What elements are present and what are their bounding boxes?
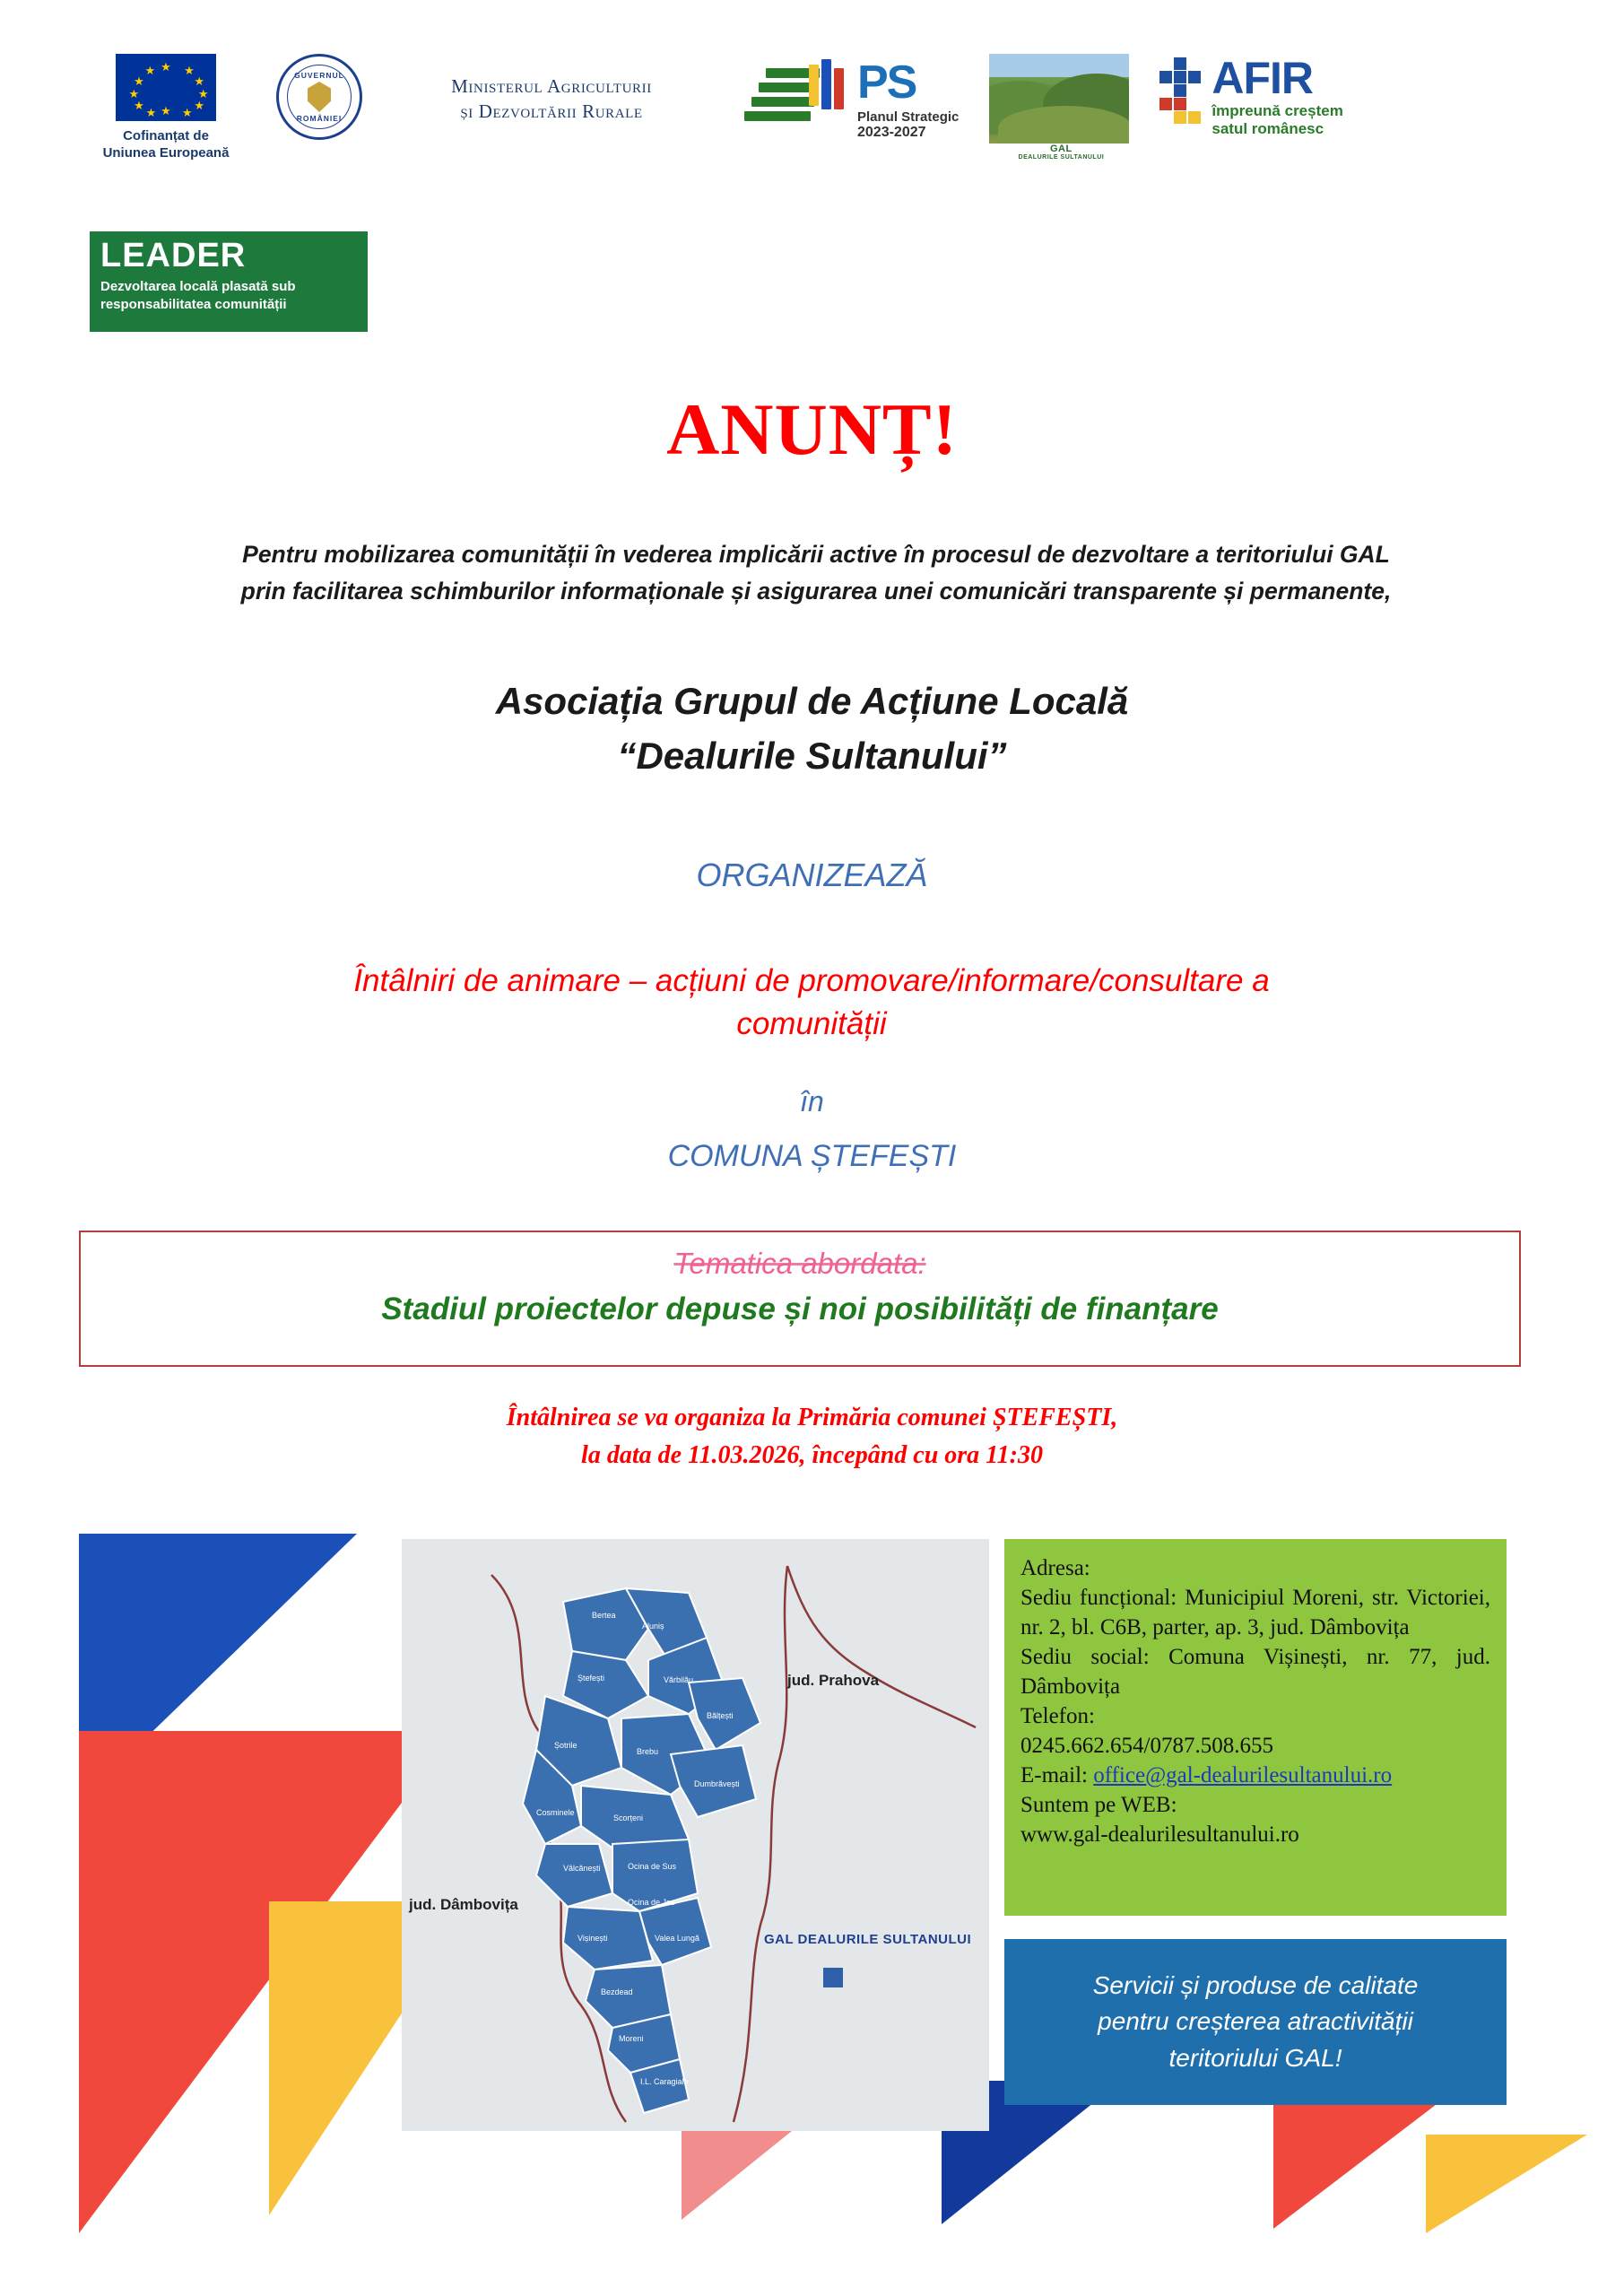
email-link[interactable]: office@gal-dealurilesultanului.ro	[1093, 1763, 1393, 1787]
leader-sub-line1: Dezvoltarea locală plasată sub	[100, 279, 296, 294]
map-label-commune: Bălțești	[707, 1711, 734, 1720]
gal-label: GAL	[1050, 144, 1073, 154]
map-label-commune: Aluniș	[642, 1622, 664, 1631]
association-line1: Asociația Grupul de Acțiune Locală	[495, 680, 1129, 722]
decor-triangle-yellow-2	[1426, 2135, 1587, 2233]
ministry-line1: Ministerul Agriculturii	[451, 75, 652, 97]
commune-name: COMUNA ȘTEFEȘTI	[667, 1139, 957, 1173]
meeting-when-line2: la data de 11.03.2026, începând cu ora 11:30	[581, 1441, 1043, 1469]
decor-triangle-red-2	[1273, 2099, 1444, 2229]
address-box	[1004, 1539, 1507, 1916]
ministry-name	[386, 74, 717, 125]
eu-caption	[90, 128, 242, 162]
web-value: www.gal-dealurilesultanului.ro	[1020, 1822, 1299, 1847]
government-seal-logo	[265, 54, 373, 140]
map-label-commune: Vărbilău	[664, 1675, 694, 1684]
bottom-white-bar	[0, 2273, 1624, 2296]
slogan-line3: teritoriului GAL!	[1168, 2043, 1342, 2072]
ps-title: PS	[857, 57, 916, 109]
map-label-commune: Bezdead	[601, 1987, 633, 1996]
map-label-prahova: jud. Prahova	[787, 1672, 880, 1689]
association-name	[0, 674, 1624, 784]
email-row	[1020, 1761, 1490, 1790]
ps-period: 2023-2027	[857, 125, 926, 140]
ps-text	[857, 59, 959, 141]
seal-bottom-text: ROMÂNIEI	[296, 114, 343, 123]
meeting-line2: comunității	[736, 1006, 887, 1042]
phone-label: Telefon:	[1020, 1704, 1095, 1728]
slogan-text	[1093, 1968, 1419, 2077]
logo-strip	[90, 54, 1560, 179]
map-label-commune: Cosminele	[536, 1808, 575, 1817]
eu-caption-line1: Cofinanțat de	[123, 128, 209, 144]
web-label: Suntem pe WEB:	[1020, 1793, 1177, 1817]
meeting-description	[152, 960, 1471, 1047]
intro-line1: Pentru mobilizarea comunității în vederea implicării active în procesul de dezvoltare a teritoriului GAL	[242, 541, 1390, 568]
map-label-commune: Valea Lungă	[655, 1934, 699, 1943]
address-sediu-functional: Sediu funcțional: Municipiul Moreni, str. Victoriei, nr. 2, bl. C6B, parter, ap. 3, jud. Dâmbovița	[1020, 1586, 1490, 1639]
map-label-commune: Bertea	[592, 1611, 616, 1620]
gal-sublabel: DEALURILE SULTANULUI	[1018, 154, 1105, 161]
intro-line2: prin facilitarea schimburilor informaționale și asigurarea unei comunicări transparente și permanente,	[240, 578, 1392, 605]
meeting-line1: Întâlniri de animare – acțiuni de promovare/informare/consultare a	[353, 963, 1270, 998]
afir-sub-line1: împreună creștem	[1211, 101, 1343, 119]
slogan-line1: Servicii și produse de calitate	[1092, 1970, 1419, 1999]
afir-mark-icon	[1159, 57, 1203, 133]
map-legend-swatch	[823, 1968, 843, 1987]
organizes-label: ORGANIZEAZĂ	[696, 857, 928, 893]
leader-subtitle	[100, 278, 357, 313]
meeting-when-line1: Întâlnirea se va organiza la Primăria comunei ȘTEFEȘTI,	[506, 1404, 1118, 1431]
ministry-line2: și Dezvoltării Rurale	[460, 100, 643, 123]
address-label: Adresa:	[1020, 1556, 1090, 1580]
slogan-box	[1004, 1939, 1507, 2105]
topic-label: Tematica abordata:	[673, 1247, 926, 1280]
page-title: ANUNȚ!	[666, 388, 958, 470]
map-label-commune: I.L. Caragiale	[640, 2077, 689, 2086]
email-label: E-mail:	[1020, 1763, 1088, 1787]
eu-caption-line2: Uniunea Europeană	[102, 144, 230, 161]
map-label-commune: Dumbrăvești	[694, 1779, 740, 1788]
gal-landscape-icon	[989, 54, 1129, 144]
eu-flag-icon: ★ ★ ★ ★ ★ ★ ★ ★ ★ ★ ★ ★	[116, 54, 216, 121]
eu-logo	[90, 54, 242, 162]
map-label-commune: Moreni	[619, 2034, 644, 2043]
intro-paragraph	[117, 536, 1515, 610]
afir-sub-line2: satul românesc	[1211, 119, 1324, 137]
slogan-line2: pentru creșterea atractivității	[1098, 2007, 1413, 2036]
afir-title: AFIR	[1211, 53, 1314, 103]
map-gal-regions	[402, 1539, 989, 2131]
map-label-commune: Scorțeni	[613, 1813, 644, 1822]
map-label-commune: Vișinești	[578, 1934, 608, 1943]
seal-top-text: GUVERNUL	[294, 71, 344, 80]
ps-subtitle: Planul Strategic	[857, 109, 960, 125]
leader-title: LEADER	[100, 237, 247, 274]
gal-logo	[989, 54, 1133, 161]
map-label-commune: Ocina de Jos	[628, 1898, 675, 1907]
map-label-commune: Ștefești	[578, 1674, 605, 1683]
leader-sub-line2: responsabilitatea comunității	[100, 296, 287, 312]
seal-crest-icon	[308, 82, 331, 112]
map-legend-label: GAL DEALURILE SULTANULUI	[764, 1932, 972, 1947]
phone-value: 0245.662.654/0787.508.655	[1020, 1734, 1273, 1758]
map-label-commune: Vâlcănești	[563, 1864, 601, 1873]
seal-inner-icon	[287, 65, 352, 129]
in-word: în	[800, 1085, 824, 1118]
ps-bars-icon	[744, 59, 852, 140]
seal-circle-icon	[276, 54, 362, 140]
map-label-commune: Ocina de Sus	[628, 1862, 677, 1871]
map-label-dambovita: jud. Dâmbovița	[409, 1896, 518, 1913]
meeting-when	[0, 1399, 1624, 1474]
planul-strategic-logo	[744, 59, 959, 141]
association-line2: “Dealurile Sultanului”	[617, 734, 1007, 777]
afir-text	[1211, 53, 1343, 138]
afir-logo	[1159, 53, 1343, 138]
map-label-commune: Șotrile	[554, 1741, 578, 1750]
afir-sub	[1211, 102, 1342, 139]
map-label-commune: Brebu	[637, 1747, 659, 1756]
leader-logo	[90, 231, 368, 332]
topic-text: Stadiul proiectelor depuse și noi posibilități de finanțare	[381, 1292, 1219, 1326]
bottom-graphic-area	[0, 1516, 1624, 2296]
territory-map	[402, 1539, 989, 2131]
address-sediu-social: Sediu social: Comuna Vișinești, nr. 77, jud. Dâmbovița	[1020, 1645, 1490, 1699]
topic-box	[79, 1231, 1521, 1367]
